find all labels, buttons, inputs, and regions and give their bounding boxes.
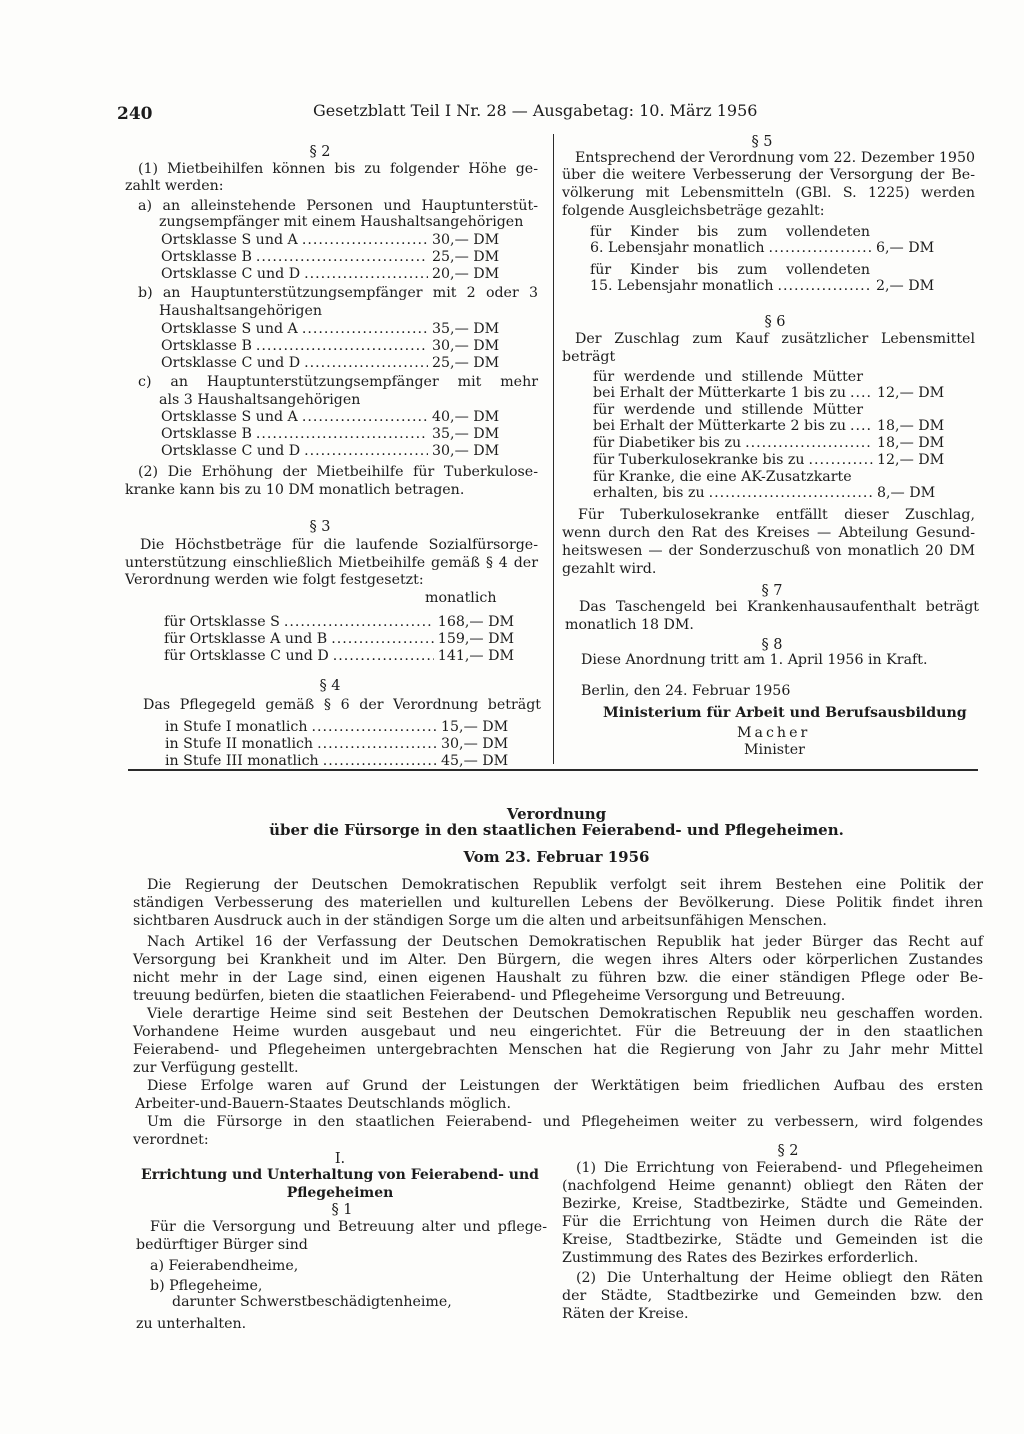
table-row [590,278,950,295]
text-line: darunter Schwerstbeschädigtenheime, [172,1294,452,1310]
text-line: Viele derartige Heime sind seit Bestehen der Deutschen Demokratischen Republik neu geschaffen worden. [147,1006,983,1022]
row-amount: 25,— DM [432,249,500,265]
row-label: in Stufe III monatlich [165,753,319,769]
table-row [590,240,950,257]
text-line: b) an Hauptunterstützungsempfänger mit 2 oder 3 [138,285,538,301]
text-line: Die Höchstbeträge für die laufende Sozialfürsorge- [140,537,538,553]
signer-name: Macher [737,725,811,741]
text-line: Das Pflegegeld gemäß § 6 der Verordnung beträgt [143,697,541,713]
row-label: 15. Lebensjahr monatlich [590,278,774,294]
text-line: Entsprechend der Verordnung vom 22. Dezember 1950 [575,150,975,166]
text-line: (1) Die Errichtung von Feierabend- und Pflegeheimen [576,1160,983,1176]
text-line: Verordnung werden wie folgt festgesetzt: [125,572,424,588]
text-line: c) an Hauptunterstützungsempfänger mit mehr [138,374,538,390]
row-label: bei Erhalt der Mütterkarte 2 bis zu [593,418,847,434]
text-line: zu unterhalten. [136,1316,247,1332]
ordinance-subtitle: über die Fürsorge in den staatlichen Feierabend- und Pflegeheimen. [269,821,844,839]
row-amount: 45,— DM [441,753,509,769]
row-label: 6. Lebensjahr monatlich [590,240,765,256]
text-line: Haushaltsangehörigen [159,303,323,319]
text-line: Bezirke, Kreise, Stadtbezirke, Städte und Gemeinden. [562,1196,983,1212]
text-line: für werdende und stillende Mütter [593,402,863,418]
page-number: 240 [117,104,153,124]
text-line: (1) Mietbeihilfen können bis zu folgender Höhe ge- [138,161,538,177]
text-line: gezahlt wird. [562,561,657,577]
text-line: (2) Die Erhöhung der Mietbeihilfe für Tuberkulose- [138,464,538,480]
section-5-heading: § 5 [751,134,773,150]
row-amount: 30,— DM [432,338,500,354]
table-row [593,418,951,435]
section-8-heading: § 8 [761,637,783,653]
row-amount: 8,— DM [877,485,936,501]
text-line: Nach Artikel 16 der Verfassung der Deutschen Demokratischen Republik hat jeder Bürger das Recht auf [147,934,983,950]
text-line: über die weitere Verbesserung der Versorgung der Be- [562,167,975,183]
text-line: Der Zuschlag zum Kauf zusätzlicher Lebensmittel [575,331,975,347]
row-label: Ortsklasse S und A [161,232,298,248]
row-label: erhalten, bis zu [593,485,705,501]
text-line: kranke kann bis zu 10 DM monatlich betragen. [125,482,465,498]
text-line: Räten der Kreise. [562,1306,689,1322]
table-row [593,452,951,469]
text-line: verordnet: [133,1132,209,1148]
text-line: wenn durch den Rat des Kreises — Abteilung Gesund- [562,525,975,541]
chapter-heading: Pflegeheimen [286,1185,394,1201]
row-amount: 35,— DM [432,321,500,337]
chapter-numeral: I. [334,1151,346,1167]
section-2-heading: § 2 [309,144,331,160]
text-line: Diese Erfolge waren auf Grund der Leistungen der Werktätigen beim friedlichen Aufbau des ersten [147,1078,983,1094]
row-label: Ortsklasse B [161,249,252,265]
row-label: Ortsklasse B [161,338,252,354]
text-line: unterstützung einschließlich Mietbeihilfe gemäß § 4 der [125,555,538,571]
text-line: heitswesen — der Sonderzuschuß von monatlich 20 DM [562,543,975,559]
text-line: a) an alleinstehende Personen und Hauptunterstüt- [138,198,538,214]
text-line: Das Taschengeld bei Krankenhausaufenthalt beträgt [579,599,979,615]
row-amount: 12,— DM [877,452,945,468]
text-line: Kreise, Stadtbezirke, Städte und Gemeinden ist die [562,1232,983,1248]
table-row [593,435,951,452]
section-4-heading: § 4 [319,678,341,694]
ministry-name: Ministerium für Arbeit und Berufsausbildung [603,705,967,721]
text-line: der Städte, Stadtbezirke und Gemeinden bzw. den [562,1288,983,1304]
row-amount: 18,— DM [877,418,945,434]
row-amount: 40,— DM [432,409,500,425]
section-3-heading: § 3 [309,519,331,535]
row-label: in Stufe I monatlich [165,719,308,735]
text-line: Feierabend- und Pflegeheimen untergebrachten Menschen hat die Regierung von Jahr zu Jahr mehr Mittel [133,1042,983,1058]
row-label: für Diabetiker bis zu [593,435,742,451]
date-line: Berlin, den 24. Februar 1956 [581,683,791,699]
text-line: zur Verfügung gestellt. [133,1060,299,1076]
text-line: Versorgung bei Krankheit und im Alter. Den Bürgern, die wegen ihres Alters oder körperlichen Zustandes [133,952,983,968]
text-line: (nachfolgend Heime genannt) obliegt den Räten der [562,1178,983,1194]
row-amount: 30,— DM [432,443,500,459]
text-line: Um die Fürsorge in den staatlichen Feierabend- und Pflegeheimen weiter zu verbessern, wird folgendes [147,1114,983,1130]
text-line: b) Pflegeheime, [150,1278,263,1294]
table-row [593,485,951,502]
text-line: Die Regierung der Deutschen Demokratischen Republik verfolgt seit ihrem Bestehen eine Politik der [147,877,983,893]
text-line: für Kinder bis zum vollendeten [590,224,870,240]
text-line: Für die Versorgung und Betreuung alter und pflege- [150,1219,547,1235]
row-label: Ortsklasse B [161,426,252,442]
row-amount: 6,— DM [876,240,935,256]
row-label: Ortsklasse S und A [161,321,298,337]
text-line: ständigen Verbesserung des materiellen und kulturellen Lebens der Bevölkerung. Diese Politik findet ihren [133,895,983,911]
row-label: Ortsklasse C und D [161,443,301,459]
row-amount: 25,— DM [432,355,500,371]
text-line: für werdende und stillende Mütter [593,369,863,385]
row-amount: 2,— DM [876,278,935,294]
row-amount: 141,— DM [437,648,514,664]
row-label: für Ortsklasse S [164,614,280,630]
row-label: für Ortsklasse C und D [164,648,329,664]
row-label: Ortsklasse C und D [161,355,301,371]
row-label: in Stufe II monatlich [165,736,314,752]
row-amount: 159,— DM [437,631,514,647]
text-line: Für die Errichtung von Heimen durch die Räte der [562,1214,983,1230]
text-line: beträgt [562,349,616,365]
ordinance-date: Vom 23. Februar 1956 [463,848,650,866]
text-line: treuung bedürfen, bieten die staatlichen Feierabend- und Pflegeheime Versorgung und Betreuung. [133,988,846,1004]
row-amount: 30,— DM [432,232,500,248]
row-amount: 20,— DM [432,266,500,282]
text-line: monatlich 18 DM. [565,617,694,633]
text-line: a) Feierabendheime, [150,1258,299,1274]
text-line: sichtbaren Ausdruck auch in der ständigen Sorge um die alten und arbeitsunfähigen Menschen. [133,913,827,929]
text-line: für Kranke, die eine AK-Zusatzkarte [593,469,852,485]
row-amount: 12,— DM [877,385,945,401]
text-line: als 3 Haushaltsangehörigen [159,392,361,408]
section-1-heading: § 1 [331,1202,353,1218]
section-7-heading: § 7 [761,583,783,599]
row-label: für Ortsklasse A und B [164,631,328,647]
text-line: Diese Anordnung tritt am 1. April 1956 in Kraft. [581,652,928,668]
ordinance-title: Verordnung [506,805,607,823]
text-line: (2) Die Unterhaltung der Heime obliegt den Räten [576,1270,983,1286]
text-line: Zustimmung des Rates des Bezirkes erforderlich. [562,1250,919,1266]
row-label: bei Erhalt der Mütterkarte 1 bis zu [593,385,847,401]
row-label: Ortsklasse C und D [161,266,301,282]
row-label: für Tuberkulosekranke bis zu [593,452,805,468]
table-row [593,385,951,402]
text-line: nicht mehr in der Lage sind, einen eigenen Haushalt zu führen bzw. die einer ständigen Pflege oder Be- [133,970,983,986]
chapter-heading: Errichtung und Unterhaltung von Feierabend- und [141,1167,539,1183]
running-header: Gesetzblatt Teil I Nr. 28 — Ausgabetag: 10. März 1956 [313,101,758,120]
section-6-heading: § 6 [764,314,786,330]
text-line: völkerung mit Lebensmitteln (GBl. S. 1225) werden [562,185,975,201]
row-amount: 30,— DM [441,736,509,752]
text-line: Vorhandene Heime wurden ausgebaut und neu eingerichtet. Für die Betreuung der in den staatlichen [133,1024,983,1040]
row-label: Ortsklasse S und A [161,409,298,425]
text-line: zungsempfänger mit einem Haushaltsangehörigen [159,214,524,230]
column-header: monatlich [425,590,497,606]
signer-title: Minister [744,742,805,758]
text-line: bedürftiger Bürger sind [136,1237,308,1253]
text-line: folgende Ausgleichsbeträge gezahlt: [562,203,825,219]
section-2-heading: § 2 [777,1143,799,1159]
text-line: Für Tuberkulosekranke entfällt dieser Zuschlag, [578,507,975,523]
text-line: zahlt werden: [125,178,224,194]
row-amount: 168,— DM [437,614,514,630]
text-line: Arbeiter-und-Bauern-Staates Deutschlands möglich. [135,1096,511,1112]
row-amount: 18,— DM [877,435,945,451]
row-amount: 35,— DM [432,426,500,442]
section-divider [128,769,978,771]
text-line: für Kinder bis zum vollendeten [590,262,870,278]
row-amount: 15,— DM [441,719,509,735]
